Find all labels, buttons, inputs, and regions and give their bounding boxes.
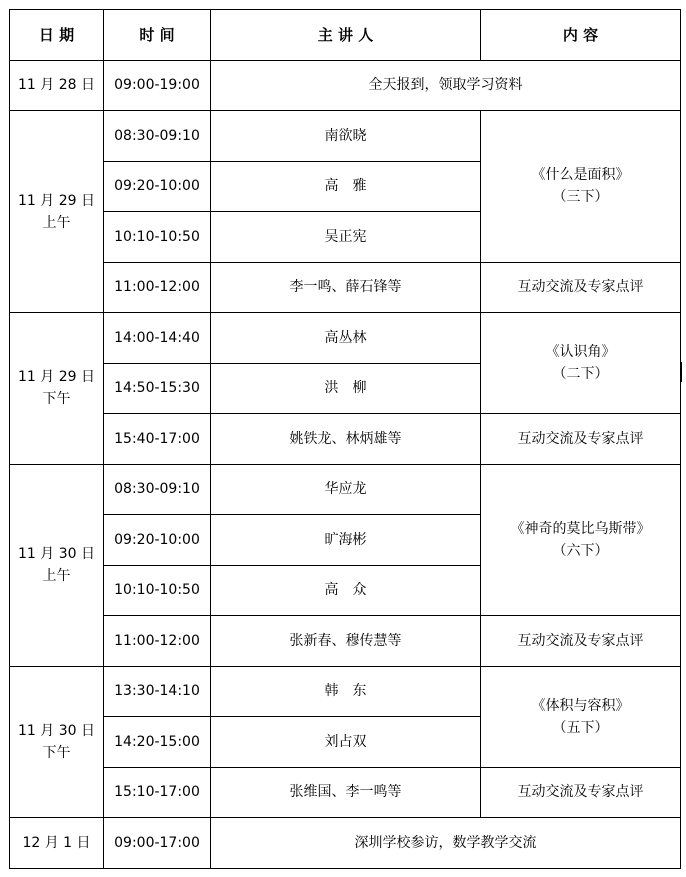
content-cell: 互动交流及专家点评 (481, 616, 681, 667)
time-cell: 08:30-09:10 (104, 464, 211, 515)
speaker-cell: 华应龙 (211, 464, 481, 515)
table-row (10, 313, 681, 364)
speaker-cell: 姚铁龙、林炳雄等 (211, 414, 481, 465)
lesson-title: 《体积与容积》 (531, 697, 630, 714)
header-time: 时 间 (104, 10, 211, 61)
lesson-grade: （三下） (552, 189, 609, 206)
lesson-grade: （二下） (552, 366, 609, 382)
content-cell (481, 111, 681, 263)
time-cell: 09:20-10:00 (104, 515, 211, 566)
header-row (10, 10, 681, 61)
time-cell: 14:20-15:00 (104, 717, 211, 768)
table-row (10, 414, 681, 465)
speaker-cell: 吴正宪 (211, 212, 481, 263)
speaker-cell: 张新春、穆传慧等 (211, 616, 481, 667)
table-row (10, 464, 681, 515)
date-label: 11 月 30 日 (18, 546, 95, 562)
speaker-cell: 高丛林 (211, 313, 481, 364)
date-cell (10, 464, 104, 666)
time-cell: 09:00-19:00 (104, 60, 211, 111)
schedule-table (9, 9, 681, 869)
time-cell: 15:10-17:00 (104, 767, 211, 818)
speaker-cell: 高 众 (211, 565, 481, 616)
time-cell: 11:00-12:00 (104, 262, 211, 313)
time-cell: 15:40-17:00 (104, 414, 211, 465)
content-cell (481, 313, 681, 414)
lesson-grade: （六下） (552, 542, 609, 559)
time-cell: 10:10-10:50 (104, 212, 211, 263)
lesson-title: 《认识角》 (545, 344, 616, 360)
content-cell: 互动交流及专家点评 (481, 767, 681, 818)
table-row (10, 818, 681, 869)
time-cell: 09:00-17:00 (104, 818, 211, 869)
table-row (10, 767, 681, 818)
speaker-cell: 旷海彬 (211, 515, 481, 566)
lesson-grade: （五下） (552, 719, 609, 736)
speaker-cell: 李一鸣、薛石锋等 (211, 262, 481, 313)
date-label: 11 月 29 日 (18, 192, 95, 209)
date-cell: 12 月 1 日 (10, 818, 104, 869)
content-cell (481, 666, 681, 767)
header-date: 日 期 (10, 10, 104, 61)
session-label: 下午 (42, 744, 71, 761)
activity-cell: 深圳学校参访，数学教学交流 (211, 818, 681, 869)
table-row (10, 262, 681, 313)
date-label: 11 月 30 日 (18, 722, 95, 739)
time-cell: 11:00-12:00 (104, 616, 211, 667)
session-label: 上午 (42, 214, 71, 231)
table-row (10, 60, 681, 111)
speaker-cell: 韩 东 (211, 666, 481, 717)
speaker-cell: 张维国、李一鸣等 (211, 767, 481, 818)
session-label: 上午 (42, 568, 71, 584)
header-speaker: 主 讲 人 (211, 10, 481, 61)
speaker-cell: 刘占双 (211, 717, 481, 768)
speaker-cell: 高 雅 (211, 161, 481, 212)
table-row (10, 666, 681, 717)
date-cell: 11 月 28 日 (10, 60, 104, 111)
time-cell: 10:10-10:50 (104, 565, 211, 616)
table-row (10, 616, 681, 667)
session-label: 下午 (42, 391, 71, 408)
header-content: 内 容 (481, 10, 681, 61)
lesson-title: 《神奇的莫比乌斯带》 (510, 520, 651, 537)
time-cell: 13:30-14:10 (104, 666, 211, 717)
date-cell (10, 313, 104, 465)
speaker-cell: 洪 柳 (211, 363, 481, 414)
date-label: 11 月 29 日 (18, 369, 95, 386)
time-cell: 08:30-09:10 (104, 111, 211, 162)
time-cell: 14:50-15:30 (104, 363, 211, 414)
time-cell: 09:20-10:00 (104, 161, 211, 212)
table-row (10, 111, 681, 162)
time-cell: 14:00-14:40 (104, 313, 211, 364)
content-cell: 互动交流及专家点评 (481, 414, 681, 465)
speaker-cell: 南欲晓 (211, 111, 481, 162)
date-cell (10, 666, 104, 818)
lesson-title: 《什么是面积》 (531, 167, 630, 184)
content-cell: 互动交流及专家点评 (481, 262, 681, 313)
date-cell (10, 111, 104, 313)
activity-cell: 全天报到，领取学习资料 (211, 60, 681, 111)
content-cell (481, 464, 681, 616)
text-cursor-mark (680, 362, 682, 382)
